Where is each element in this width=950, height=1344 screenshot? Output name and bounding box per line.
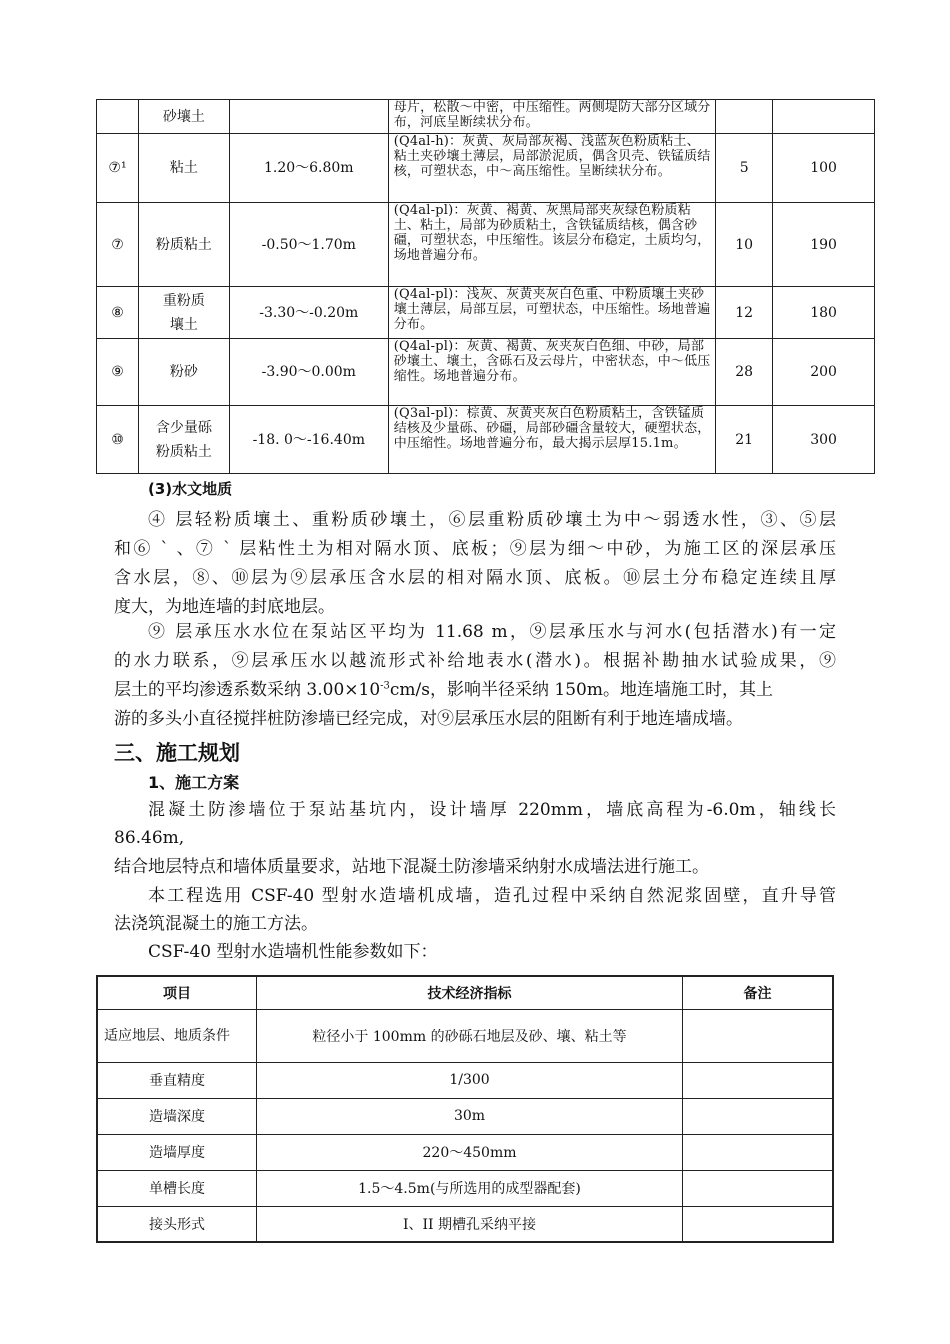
table-row bbox=[97, 1062, 833, 1098]
hydro-p1-line2: 和⑥ ` 、⑦ ` 层粘性土为相对隔水顶、底板；⑨层为细～中砂，为施工区的深层承压 bbox=[114, 539, 836, 559]
spec-item: 造墙厚度 bbox=[97, 1134, 257, 1170]
exponent: -3 bbox=[380, 680, 390, 692]
description: (Q3al-pl)：棕黄、灰黄夹灰白色粉质粘土，含铁锰质结核及少量砾、砂礓，局部砂礓含量较大，硬塑状态，中压缩性。场地普遍分布，最大揭示层厚15.1m。 bbox=[388, 406, 715, 474]
table-row bbox=[97, 134, 875, 203]
spec-note bbox=[682, 1009, 833, 1062]
layer-no: ⑩ bbox=[97, 406, 139, 474]
machine-spec-table bbox=[96, 975, 834, 1243]
elevation: 1.20～6.80m bbox=[229, 134, 388, 203]
description: (Q4al-pl)：灰黄、褐黄、灰夹灰白色细、中砂，局部砂壤土、壤土，含砾石及云母片，中密状态，中～低压缩性。场地普遍分布。 bbox=[388, 339, 715, 406]
layer-no bbox=[97, 100, 139, 134]
soil-name: 粉质粘土 bbox=[138, 203, 229, 287]
hydro-p1-line3: 含水层，⑧、⑩层为⑨层承压含水层的相对隔水顶、底板。⑩层土分布稳定连续且厚 bbox=[114, 568, 836, 588]
table-row bbox=[97, 287, 875, 339]
table-row bbox=[97, 203, 875, 287]
hydro-p2-line2: 的水力联系，⑨层承压水以越流形式补给地表水(潜水)。根据补勘抽水试验成果，⑨ bbox=[114, 651, 836, 671]
layer-no: ⑦¹ bbox=[97, 134, 139, 203]
table-row bbox=[97, 1098, 833, 1134]
value-1: 28 bbox=[716, 339, 773, 406]
layer-no: ⑧ bbox=[97, 287, 139, 339]
elevation: -0.50～1.70m bbox=[229, 203, 388, 287]
soil-name: 粉砂 bbox=[138, 339, 229, 406]
spec-item: 接头形式 bbox=[97, 1206, 257, 1242]
spec-note bbox=[682, 1098, 833, 1134]
spec-item: 适应地层、地质条件 bbox=[97, 1009, 257, 1062]
spec-value: 粒径小于 100mm 的砂砾石地层及砂、壤、粘土等 bbox=[257, 1009, 683, 1062]
table-row bbox=[97, 339, 875, 406]
hydro-p2-line3-wrap bbox=[114, 678, 836, 703]
spec-item: 单槽长度 bbox=[97, 1170, 257, 1206]
description: (Q4al-pl)：灰黄、褐黄、灰黑局部夹灰绿色粉质粘土、粘土，局部为砂质粘土，含铁锰质结核，偶含砂礓，可塑状态，中压缩性。该层分布稳定，土质均匀，场地普遍分布。 bbox=[388, 203, 715, 287]
col-header-note: 备注 bbox=[682, 976, 833, 1009]
value-1: 12 bbox=[716, 287, 773, 339]
soil-name: 含少量砾粉质粘土 bbox=[138, 406, 229, 474]
hydro-p2-line4: 游的多头小直径搅拌桩防渗墙已经完成，对⑨层承压水层的阻断有利于地连墙成墙。 bbox=[114, 709, 743, 729]
spec-value: I、II 期槽孔采纳平接 bbox=[257, 1206, 683, 1242]
spec-item: 垂直精度 bbox=[97, 1062, 257, 1098]
layer-no: ⑦ bbox=[97, 203, 139, 287]
soil-name: 重粉质壤土 bbox=[138, 287, 229, 339]
subsection-heading: 1、施工方案 bbox=[148, 773, 240, 792]
elevation: -3.30～-0.20m bbox=[229, 287, 388, 339]
value-2: 180 bbox=[773, 287, 875, 339]
elevation: -3.90～0.00m bbox=[229, 339, 388, 406]
table-row bbox=[97, 100, 875, 134]
plan-p1-line1: 混凝土防渗墙位于泵站基坑内，设计墙厚 220mm，墙底高程为-6.0m，轴线长 bbox=[148, 800, 836, 820]
value-1 bbox=[716, 100, 773, 134]
description: (Q4al-h)：灰黄、灰局部灰褐、浅蓝灰色粉质粘土、粘土夹砂壤土薄层，局部淤泥质，偶含贝壳、铁锰质结核，可塑状态，中～高压缩性。呈断续状分布。 bbox=[388, 134, 715, 203]
spec-value: 1.5～4.5m(与所选用的成型器配套) bbox=[257, 1170, 683, 1206]
hydro-p1-line4: 度大，为地连墙的封底地层。 bbox=[114, 597, 335, 617]
value-1: 21 bbox=[716, 406, 773, 474]
soil-name: 砂壤土 bbox=[138, 100, 229, 134]
section-heading: 三、施工规划 bbox=[114, 741, 240, 765]
value-1: 5 bbox=[716, 134, 773, 203]
elevation: -18. 0～-16.40m bbox=[229, 406, 388, 474]
col-header-item: 项目 bbox=[97, 976, 257, 1009]
strata-table bbox=[96, 99, 875, 474]
spec-value: 220～450mm bbox=[257, 1134, 683, 1170]
table-row bbox=[97, 1009, 833, 1062]
plan-p3: CSF-40 型射水造墙机性能参数如下： bbox=[148, 942, 438, 962]
plan-p1-line3: 结合地层特点和墙体质量要求，站地下混凝土防渗墙采纳射水成墙法进行施工。 bbox=[114, 857, 709, 877]
value-2: 300 bbox=[773, 406, 875, 474]
col-header-spec: 技术经济指标 bbox=[257, 976, 683, 1009]
elevation bbox=[229, 100, 388, 134]
value-1: 10 bbox=[716, 203, 773, 287]
value-2: 190 bbox=[773, 203, 875, 287]
spec-item: 造墙深度 bbox=[97, 1098, 257, 1134]
soil-name: 粘土 bbox=[138, 134, 229, 203]
value-2 bbox=[773, 100, 875, 134]
spec-note bbox=[682, 1062, 833, 1098]
table-row bbox=[97, 1206, 833, 1242]
table-row bbox=[97, 1134, 833, 1170]
value-2: 100 bbox=[773, 134, 875, 203]
spec-note bbox=[682, 1170, 833, 1206]
spec-value: 1/300 bbox=[257, 1062, 683, 1098]
description: (Q4al-pl)：浅灰、灰黄夹灰白色重、中粉质壤土夹砂壤土薄层，局部互层，可塑状态，中压缩性。场地普遍分布。 bbox=[388, 287, 715, 339]
hydro-p2-line3a: 层土的平均渗透系数采纳 3.00×10 bbox=[114, 680, 381, 700]
spec-value: 30m bbox=[257, 1098, 683, 1134]
hydro-p2-line3b: cm/s，影响半径采纳 150m。地连墙施工时，其上 bbox=[389, 680, 773, 700]
hydro-p2-line1: ⑨ 层承压水水位在泵站区平均为 11.68 m，⑨层承压水与河水(包括潜水)有一定 bbox=[148, 622, 836, 642]
layer-no: ⑨ bbox=[97, 339, 139, 406]
table-header-row bbox=[97, 976, 833, 1009]
plan-p2-line1: 本工程选用 CSF-40 型射水造墙机成墙，造孔过程中采纳自然泥浆固壁，直升导管 bbox=[148, 886, 836, 906]
hydro-heading: (3)水文地质 bbox=[148, 480, 233, 498]
spec-note bbox=[682, 1206, 833, 1242]
plan-p1-line2: 86.46m, bbox=[114, 828, 185, 848]
table-row bbox=[97, 1170, 833, 1206]
description: 母片，松散～中密，中压缩性。两侧堤防大部分区域分布，河底呈断续状分布。 bbox=[388, 100, 715, 134]
table-row bbox=[97, 406, 875, 474]
plan-p2-line2: 法浇筑混凝土的施工方法。 bbox=[114, 914, 318, 934]
hydro-p1-line1: ④ 层轻粉质壤土、重粉质砂壤土，⑥层重粉质砂壤土为中～弱透水性，③、⑤层 bbox=[148, 510, 836, 530]
spec-note bbox=[682, 1134, 833, 1170]
value-2: 200 bbox=[773, 339, 875, 406]
